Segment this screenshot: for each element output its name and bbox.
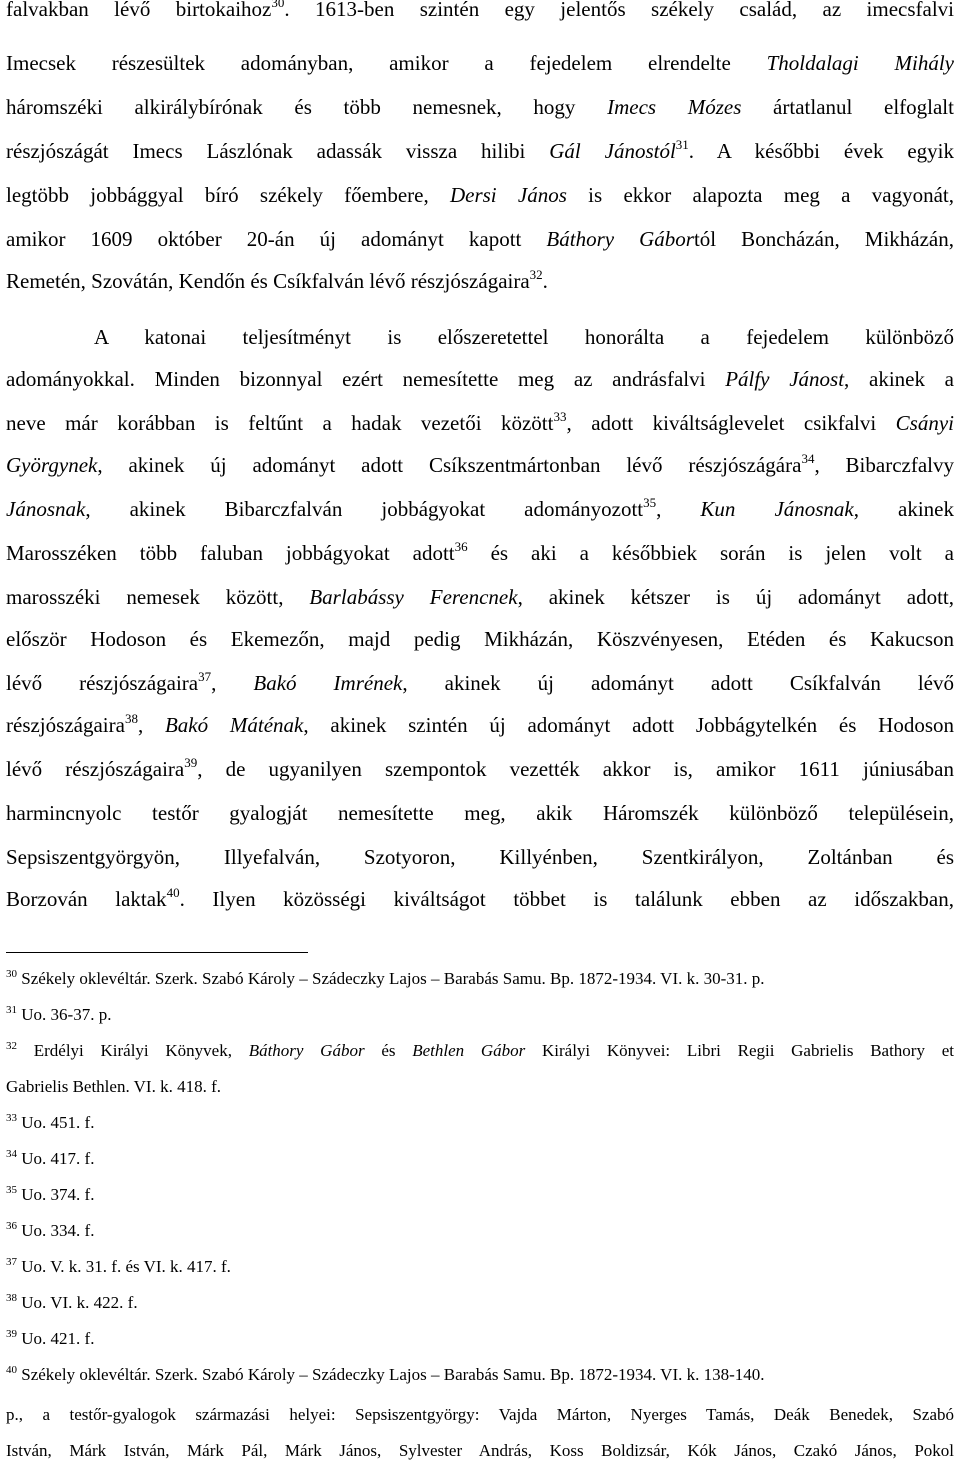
body-line: amikor 1609 október 20-án új adományt kapott Báthory Gábortól Boncházán, Mikházán,	[6, 227, 954, 251]
body-line: háromszéki alkirálybírónak és több nemesnek, hogy Imecs Mózes ártatlanul elfoglalt	[6, 95, 954, 119]
footnote: $^{36}$ Uo. 334. f.	[6, 1220, 95, 1240]
body-line: Borzován laktak$^{40}$. Ilyen közösségi kiváltságot többet is találunk ebben az időszakban,	[6, 885, 955, 911]
footnote: p., a testőr-gyalogok származási helyei: Sepsiszentgyörgy: Vajda Márton, Nyerges Tamás, Deák Benedek, Szabó	[6, 1405, 954, 1424]
body-line: Jánosnak, akinek Bibarczfalván jobbágyokat adományozott$^{35}$, Kun Jánosnak, akinek	[6, 495, 955, 521]
body-line: harmincnyolc testőr gyalogját nemesítette meg, akik Háromszék különböző településein,	[6, 801, 954, 825]
body-line: legtöbb jobbággyal bíró székely főembere, Dersi János is ekkor alapozta meg a vagyonát,	[6, 183, 954, 207]
footnote: $^{37}$ Uo. V. k. 31. f. és VI. k. 417. f.	[6, 1256, 231, 1276]
body-line: adományokkal. Minden bizonnyal ezért nemesítette meg az andrásfalvi Pálfy Jánost, akinek a	[6, 367, 955, 391]
footnote: $^{30}$ Székely oklevéltár. Szerk. Szabó Károly – Szádeczky Lajos – Barabás Samu. Bp. 1872-1934. VI. k. 30-31. p.	[6, 968, 765, 988]
body-line: először Hodoson és Ekemezőn, majd pedig Mikházán, Köszvényesen, Etéden és Kakucson	[6, 627, 954, 651]
body-line: Marosszéken több faluban jobbágyokat adott$^{36}$ és aki a későbbiek során is jelen volt a	[6, 539, 954, 565]
footnote-divider	[6, 952, 308, 953]
body-line: A katonai teljesítményt is előszeretettel honorálta a fejedelem különböző	[94, 325, 954, 349]
body-line: részjószágát Imecs Lászlónak adassák vissza hilibi Gál Jánostól$^{31}$. A későbbi évek egyik	[6, 137, 955, 163]
body-line: részjószágaira$^{38}$, Bakó Máténak, akinek szintén új adományt adott Jobbágytelkén és Hodoson	[6, 711, 955, 737]
footnote: $^{32}$ Erdélyi Királyi Könyvek, Báthory Gábor és Bethlen Gábor Királyi Könyvei: Libri Regii Gabrielis Bathory et	[6, 1040, 954, 1060]
footnote: $^{39}$ Uo. 421. f.	[6, 1328, 95, 1348]
footnote: $^{35}$ Uo. 374. f.	[6, 1184, 95, 1204]
body-line: Imecsek részesültek adományban, amikor a fejedelem elrendelte Tholdalagi Mihály	[6, 51, 954, 75]
body-line: lévő részjószágaira$^{39}$, de ugyanilyen szempontok vezették akkor is, amikor 1611 júniusában	[6, 755, 954, 781]
footnote: István, Márk István, Márk Pál, Márk János, Sylvester András, Koss Boldizsár, Kók János, Czakó János, Pokol	[6, 1441, 954, 1460]
body-line: marosszéki nemesek között, Barlabássy Ferencnek, akinek kétszer is új adományt adott,	[6, 585, 954, 609]
body-line: lévő részjószágaira$^{37}$, Bakó Imrének, akinek új adományt adott Csíkfalván lévő	[6, 669, 954, 695]
footnote: $^{34}$ Uo. 417. f.	[6, 1148, 95, 1168]
body-line: Sepsiszentgyörgyön, Illyefalván, Szotyoron, Killyénben, Szentkirályon, Zoltánban és	[6, 845, 954, 869]
body-line: falvakban lévő birtokaihoz$^{30}$. 1613-ben szintén egy jelentős székely család, az imecsfalvi	[6, 0, 954, 21]
body-line: Remetén, Szovátán, Kendőn és Csíkfalván lévő részjószágaira$^{32}$.	[6, 267, 548, 293]
body-line: neve már korábban is feltűnt a hadak vezetői között$^{33}$, adott kiváltságlevelet csikfalvi Csányi	[6, 409, 954, 435]
footnote: $^{38}$ Uo. VI. k. 422. f.	[6, 1292, 138, 1312]
footnote: $^{31}$ Uo. 36-37. p.	[6, 1004, 112, 1024]
body-line: Györgynek, akinek új adományt adott Csíkszentmártonban lévő részjószágára$^{34}$, Bibarczfalvy	[6, 451, 954, 477]
footnote: Gabrielis Bethlen. VI. k. 418. f.	[6, 1077, 221, 1096]
footnote: $^{40}$ Székely oklevéltár. Szerk. Szabó Károly – Szádeczky Lajos – Barabás Samu. Bp. 1872-1934. VI. k. 138-140.	[6, 1364, 765, 1384]
footnote: $^{33}$ Uo. 451. f.	[6, 1112, 95, 1132]
